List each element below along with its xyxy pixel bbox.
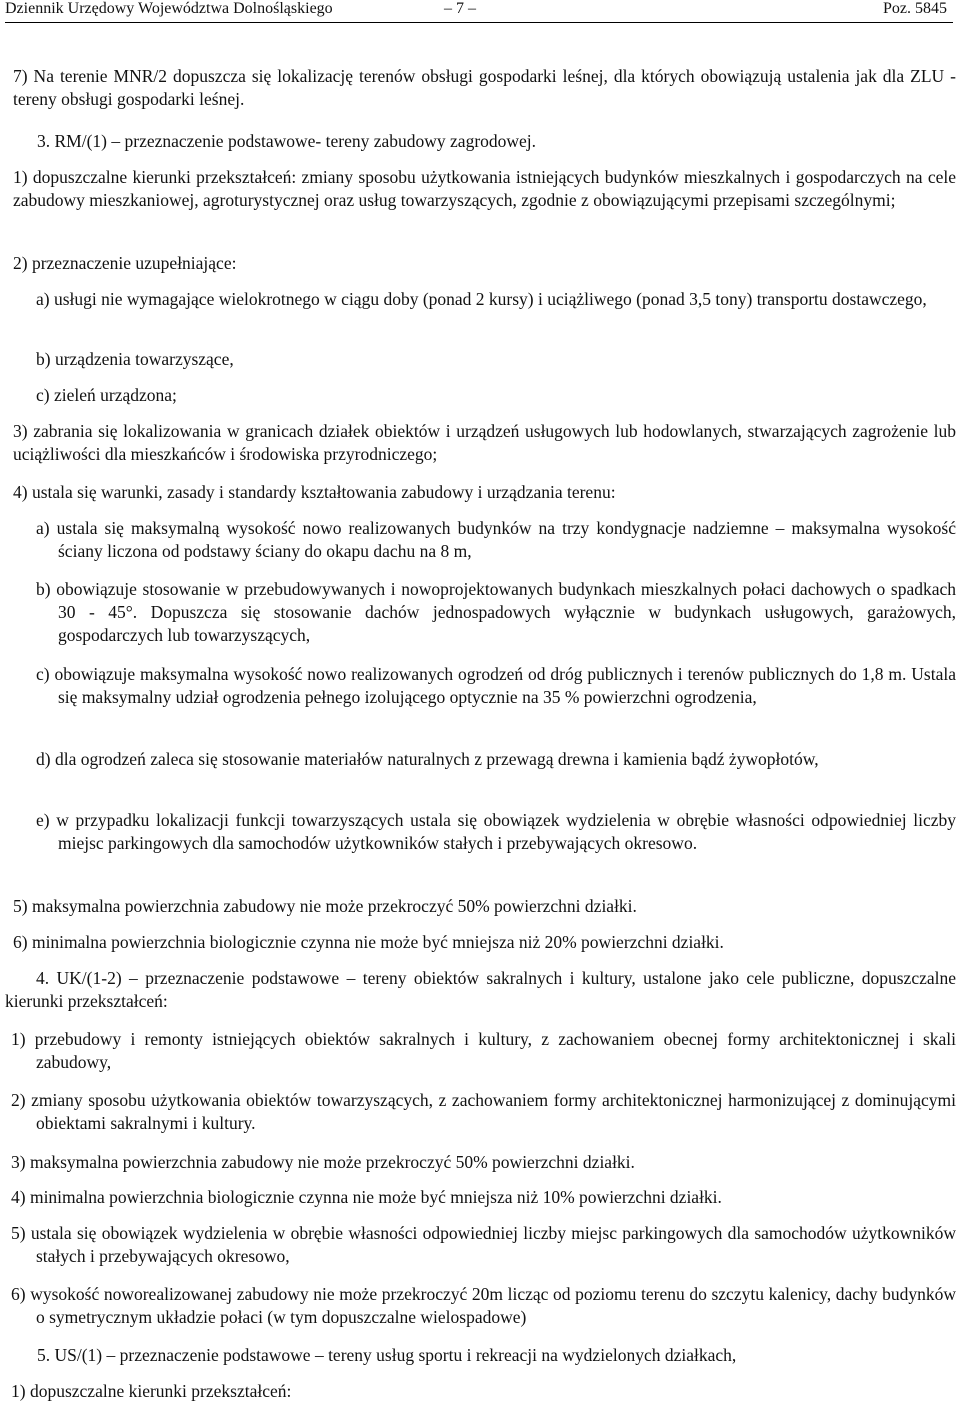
uk-item-1: 1) przebudowy i remonty istniejących obiektów sakralnych i kultury, z zachowaniem obecnej formy architektonicznej i skali zabudowy, [11,1029,956,1072]
uk-item-3: 3) maksymalna powierzchnia zabudowy nie może przekroczyć 50% powierzchni działki. [11,1152,635,1172]
section-3-heading: 3. RM/(1) – przeznaczenie podstawowe- tereny zabudowy zagrodowej. [37,131,537,151]
uk-item-6: 6) wysokość noworealizowanej zabudowy nie może przekroczyć 20m licząc od poziomu terenu do szczytu kalenicy, dachy budynków o symetrycznym układzie połaci (w tym dopuszczalne wielospadowe) [11,1284,956,1327]
rm-item-2b: b) urządzenia towarzyszące, [36,349,234,369]
uk-item-2: 2) zmiany sposobu użytkowania obiektów towarzyszących, z zachowaniem formy architektonicznej harmonizującej z dominującymi obiektami sakralnymi i kultury. [11,1090,956,1133]
rm-item-2c: c) zieleń urządzona; [36,385,177,405]
page-header [5,0,953,23]
rm-item-4: 4) ustala się warunki, zasady i standardy kształtowania zabudowy i urządzania terenu: [13,482,616,502]
rm-item-4e: e) w przypadku lokalizacji funkcji towarzyszących ustala się obowiązek wydzielenia w obrębie własności odpowiedniej liczby miejsc parkingowych dla samochodów użytkowników stałych i przebywających okresowo. [36,810,956,853]
rm-item-2a: a) usługi nie wymagające wielokrotnego w ciągu doby (ponad 2 kursy) i uciążliwego (ponad 3,5 tony) transportu dostawczego, [36,289,927,309]
section-5-heading: 5. US/(1) – przeznaczenie podstawowe – tereny usług sportu i rekreacji na wydzielonych działkach, [37,1345,737,1365]
rm-item-1: 1) dopuszczalne kierunki przekształceń: zmiany sposobu użytkowania istniejących budynków mieszkalnych i gospodarczych na cele zabudowy mieszkaniowej, agroturystycznej oraz usług towarzyszących, zgodnie z obowiązującymi przepisami szczególnymi; [13,167,956,210]
rm-item-2: 2) przeznaczenie uzupełniające: [13,253,237,273]
rm-item-5: 5) maksymalna powierzchnia zabudowy nie może przekroczyć 50% powierzchni działki. [13,896,637,916]
rm-item-3: 3) zabrania się lokalizowania w granicach działek obiektów i urządzeń usługowych lub hodowlanych, stwarzających zagrożenie lub uciążliwości dla mieszkańców i środowiska przyrodniczego; [13,421,956,464]
uk-item-4: 4) minimalna powierzchnia biologicznie czynna nie może być mniejsza niż 10% powierzchni działki. [11,1187,722,1207]
us-item-1: 1) dopuszczalne kierunki przekształceń: [11,1381,292,1401]
position-number: Poz. 5845 [883,0,947,17]
journal-title: Dziennik Urzędowy Województwa Dolnośląskiego [5,0,333,17]
rm-item-4c: c) obowiązuje maksymalna wysokość nowo realizowanych ogrodzeń od dróg publicznych i terenów publicznych do 1,8 m. Ustala się maksymalny udział ogrodzenia pełnego izolującego optycznie na 35 % powierzchni ogrodzenia, [36,664,956,707]
page-number: – 7 – [444,0,476,17]
section-4-heading: 4. UK/(1-2) – przeznaczenie podstawowe – tereny obiektów sakralnych i kultury, ustalone jako cele publiczne, dopuszczalne kierunki przekształceń: [5,968,956,1011]
rm-item-4b: b) obowiązuje stosowanie w przebudowywanych i nowoprojektowanych budynkach mieszkalnych połaci dachowych o spadkach 30 - 45°. Dopuszcza się stosowanie dachów jednospadowych wyłącznie w budynkach usługowych, garażowych, gospodarczych lub towarzyszących, [36,579,956,645]
rm-item-6: 6) minimalna powierzchnia biologicznie czynna nie może być mniejsza niż 20% powierzchni działki. [13,932,724,952]
paragraph-7: 7) Na terenie MNR/2 dopuszcza się lokalizację terenów obsługi gospodarki leśnej, dla których obowiązują ustalenia jak dla ZLU - tereny obsługi gospodarki leśnej. [13,66,956,109]
uk-item-5: 5) ustala się obowiązek wydzielenia w obrębie własności odpowiedniej liczby miejsc parkingowych dla samochodów użytkowników stałych i przebywających okresowo, [11,1223,956,1266]
rm-item-4d: d) dla ogrodzeń zaleca się stosowanie materiałów naturalnych z przewagą drewna i kamienia bądź żywopłotów, [36,749,819,769]
rm-item-4a: a) ustala się maksymalną wysokość nowo realizowanych budynków na trzy kondygnacje nadziemne – maksymalna wysokość ściany liczona od podstawy ściany do okapu dachu na 8 m, [36,518,956,561]
